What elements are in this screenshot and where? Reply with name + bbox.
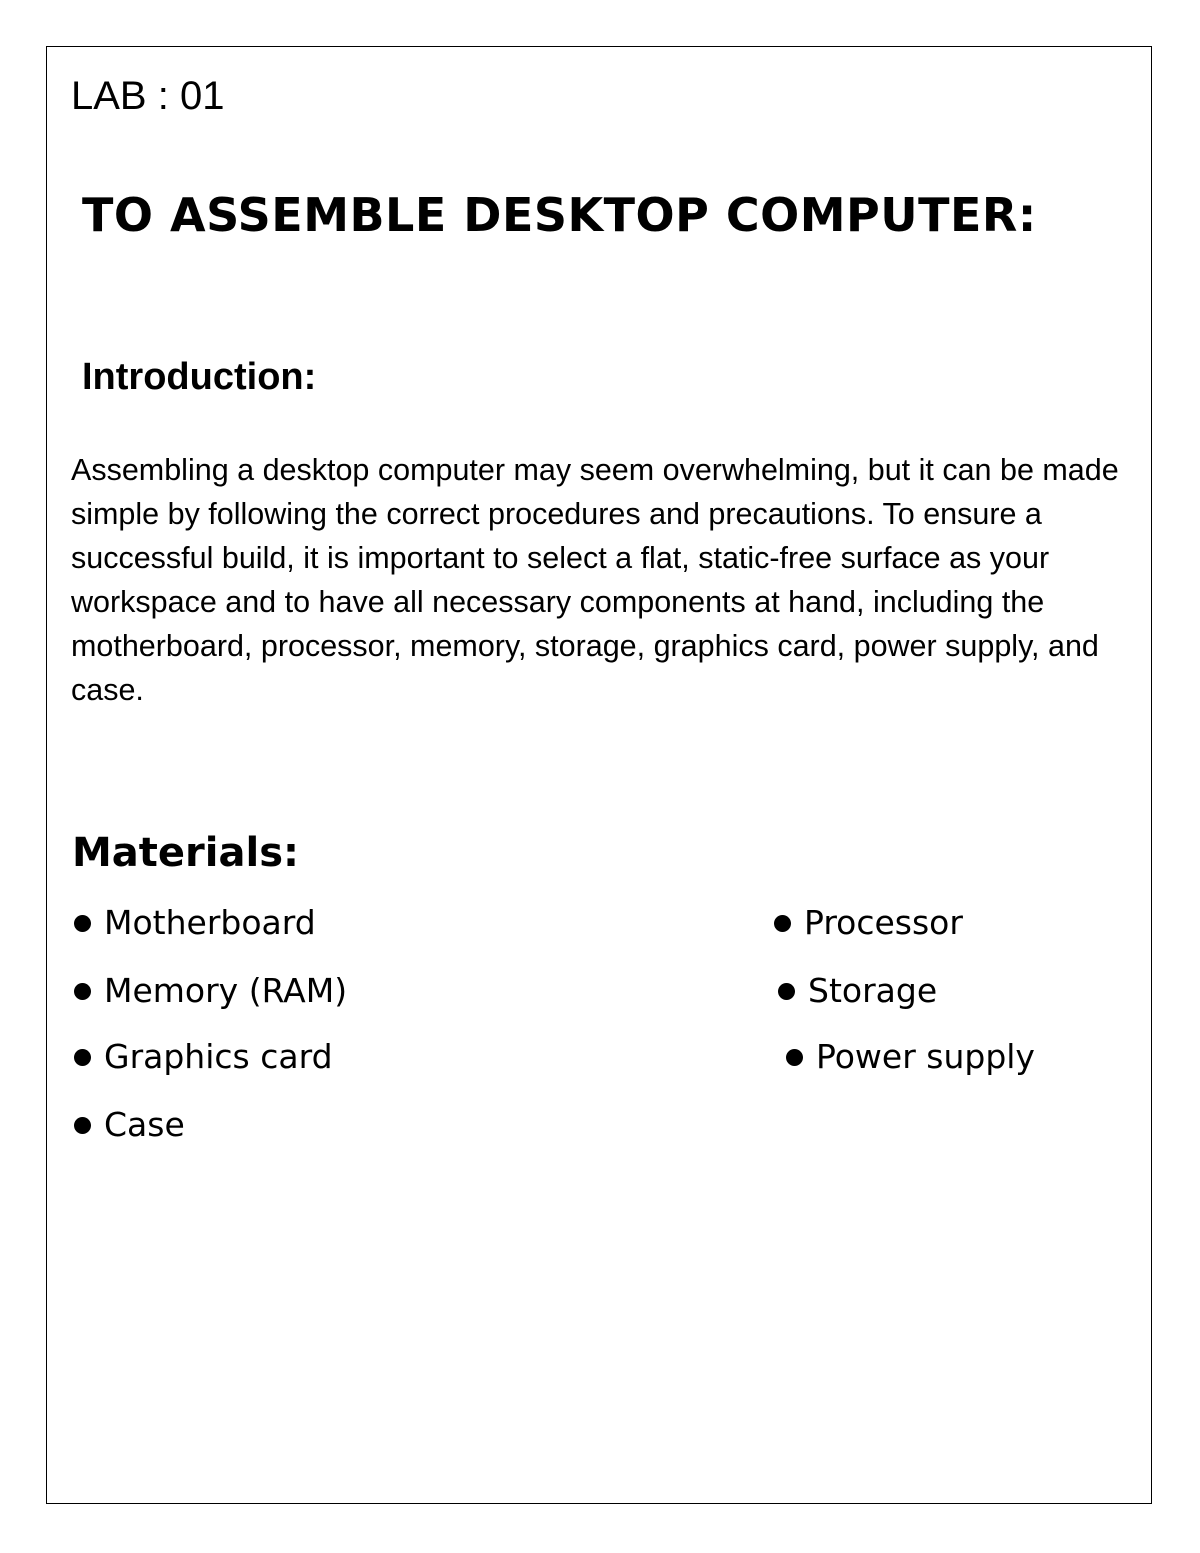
list-item-label: Case [104, 1105, 185, 1144]
list-item [74, 902, 316, 944]
list-item [774, 902, 963, 944]
lab-number: LAB : 01 [71, 74, 225, 118]
materials-heading: Materials: [72, 830, 299, 876]
list-item [778, 970, 937, 1012]
document-title: TO ASSEMBLE DESKTOP COMPUTER: [82, 188, 1037, 242]
list-item-label: Graphics card [104, 1037, 333, 1076]
list-item-label: Motherboard [104, 903, 316, 942]
list-item [786, 1036, 1035, 1078]
introduction-paragraph: Assembling a desktop computer may seem overwhelming, but it can be made simple by following the correct procedures and precautions. To ensure a successful build, it is important to select a flat, static-free surface as your workspace and to have all necessary components at hand, including the motherboard, processor, memory, storage, graphics card, power supply, and case. [71, 453, 1119, 707]
list-item [74, 1036, 333, 1078]
list-item-label: Power supply [816, 1037, 1035, 1076]
list-item [74, 1104, 185, 1146]
list-item [74, 970, 347, 1012]
bullet-icon [74, 915, 91, 932]
introduction-heading: Introduction: [82, 356, 317, 398]
bullet-icon [74, 1117, 91, 1134]
bullet-icon [774, 915, 791, 932]
bullet-icon [778, 983, 795, 1000]
bullet-icon [74, 1049, 91, 1066]
list-item-label: Storage [808, 971, 938, 1010]
list-item-label: Processor [804, 903, 963, 942]
bullet-icon [74, 983, 91, 1000]
page-border [46, 46, 1152, 1504]
list-item-label: Memory (RAM) [104, 971, 348, 1010]
bullet-icon [786, 1049, 803, 1066]
